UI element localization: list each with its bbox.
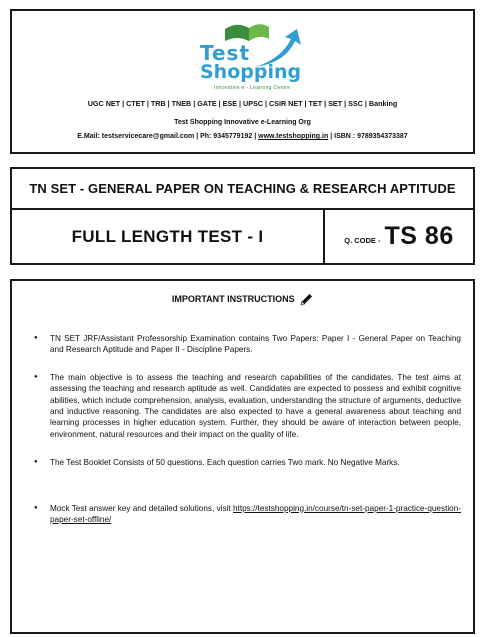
paper-title-row (12, 169, 473, 210)
exam-list: UGC NET | CTET | TRB | TNEB | GATE | ESE | UPSC | CSIR NET | TET | SET | SSC | Banking (87, 99, 398, 108)
logo-text-test: Test (200, 41, 251, 65)
question-code (325, 210, 473, 263)
qcode-label: Q. CODE - (344, 236, 381, 245)
instructions-list (34, 333, 461, 525)
list-item: ● TN SET JRF/Assistant Professorship Examination contains Two Papers: Paper I - General Paper on Teaching and Research Aptitude and Paper II - Discipline Papers. (34, 333, 461, 356)
qcode-value: TS 86 (384, 222, 454, 250)
instructions-box (10, 279, 475, 634)
list-item: ● The main objective is to assess the teaching and research capabilities of the candidates. The test aims at assessing the teaching and research aptitude as well. Candidates are expected to possess and exhibit cognitive abilities, which include comprehension, analysis, evaluation, understanding the structure of arguments, deductive and inductive reasoning. The candidates are also expected to have a general awareness about teaching and learning processes in higher education system. Further, they should be aware of interaction between people, environment, natural resources and their impact on the quality of life. (34, 372, 461, 440)
logo-text-shopping: Shopping (200, 61, 302, 83)
mock-test-link[interactable]: https://testshopping.in/course/tn-set-paper-1-practice-question-paper-set-offline/ (50, 503, 462, 525)
phone-text: | Ph: 9345779192 (196, 133, 253, 140)
isbn-text: | ISBN : 9789354373387 (330, 133, 408, 140)
title-box (10, 167, 475, 265)
mock-test-text: Mock Test answer key and detailed solutions, visit (50, 503, 231, 513)
list-item-mock-test (34, 503, 461, 526)
instructions-heading: IMPORTANT INSTRUCTIONS (171, 293, 295, 304)
test-row (12, 210, 473, 263)
list-item: ● The Test Booklet Consists of 50 questions. Each question carries Two mark. No Negative Marks. (34, 457, 461, 468)
separator: | (254, 133, 257, 140)
test-name: FULL LENGTH TEST - I (12, 210, 325, 263)
website-link[interactable]: www.testshopping.in (258, 133, 329, 140)
organization-name: Test Shopping Innovative e-Learning Org (174, 119, 311, 126)
logo (12, 19, 473, 91)
header-box (10, 9, 475, 154)
logo-tagline: Innovative e - Learning Centre (214, 85, 291, 91)
pencil-icon (300, 293, 313, 306)
instructions-heading-row (12, 293, 473, 306)
email-text: E.Mail: testservicecare@gmail.com (77, 133, 195, 140)
paper-title: TN SET - GENERAL PAPER ON TEACHING & RESEARCH APTITUDE (29, 181, 456, 196)
contact-line (12, 133, 473, 140)
